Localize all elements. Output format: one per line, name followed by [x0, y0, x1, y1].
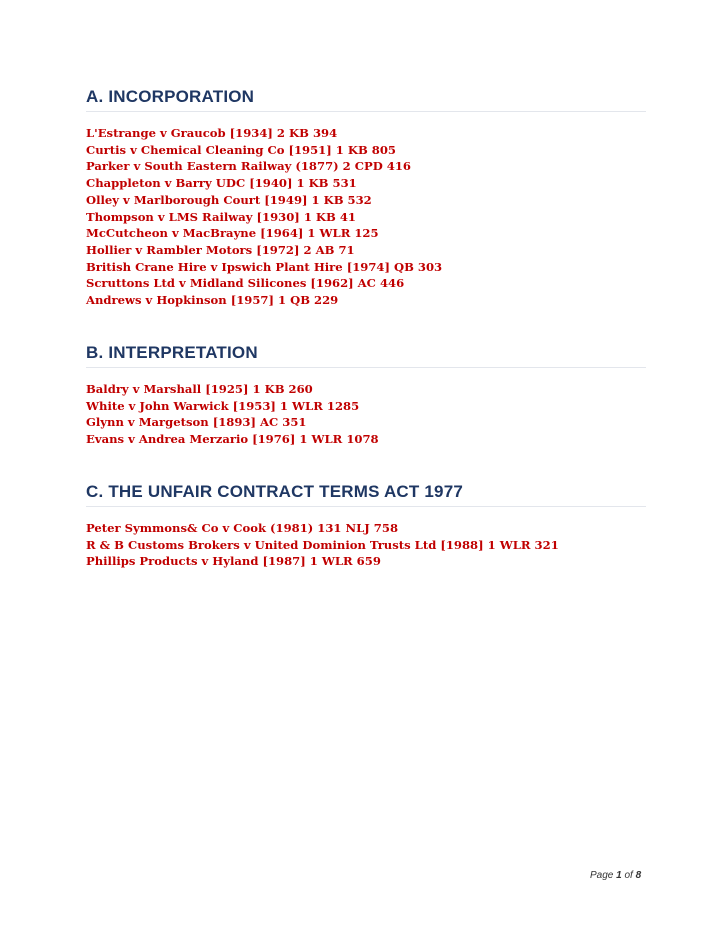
case-citation: Parker v South Eastern Railway (1877) 2 CPD 416 — [86, 159, 411, 174]
case-citation: British Crane Hire v Ipswich Plant Hire [1974] QB 303 — [86, 259, 443, 274]
current-page-number: 1 — [616, 870, 622, 881]
case-citation: R & B Customs Brokers v United Dominion Trusts Ltd [1988] 1 WLR 321 — [86, 537, 559, 552]
case-citation: Thompson v LMS Railway [1930] 1 KB 41 — [86, 209, 356, 224]
case-citation: Olley v Marlborough Court [1949] 1 KB 532 — [86, 192, 372, 207]
case-citation: Hollier v Rambler Motors [1972] 2 AB 71 — [86, 242, 355, 257]
case-citation: Scruttons Ltd v Midland Silicones [1962] AC 446 — [86, 276, 405, 291]
total-page-count: 8 — [635, 870, 642, 881]
of-word: of — [624, 870, 633, 881]
case-citation: Phillips Products v Hyland [1987] 1 WLR 659 — [86, 554, 381, 569]
section-unfair-contract-terms — [86, 481, 646, 570]
case-citation: Chappleton v Barry UDC [1940] 1 KB 531 — [86, 176, 357, 191]
page-word: Page — [590, 870, 614, 881]
section-interpretation — [86, 342, 646, 448]
section-incorporation — [86, 86, 646, 309]
case-citation: Curtis v Chemical Cleaning Co [1951] 1 KB 805 — [86, 142, 396, 157]
section-heading: C. THE UNFAIR CONTRACT TERMS ACT 1977 — [86, 481, 646, 507]
page-footer — [590, 870, 641, 881]
case-citation: Andrews v Hopkinson [1957] 1 QB 229 — [86, 293, 339, 308]
case-citation: Evans v Andrea Merzario [1976] 1 WLR 1078 — [86, 432, 379, 447]
case-citation: Peter Symmons& Co v Cook (1981) 131 NLJ 758 — [86, 521, 399, 535]
section-heading: B. INTERPRETATION — [86, 342, 646, 368]
case-citation: Baldry v Marshall [1925] 1 KB 260 — [86, 382, 313, 396]
section-heading: A. INCORPORATION — [86, 86, 646, 112]
case-citation: Glynn v Margetson [1893] AC 351 — [86, 415, 307, 430]
case-citation: L'Estrange v Graucob [1934] 2 KB 394 — [86, 126, 338, 140]
case-citation: McCutcheon v MacBrayne [1964] 1 WLR 125 — [86, 226, 379, 241]
case-citation: White v John Warwick [1953] 1 WLR 1285 — [86, 398, 360, 413]
